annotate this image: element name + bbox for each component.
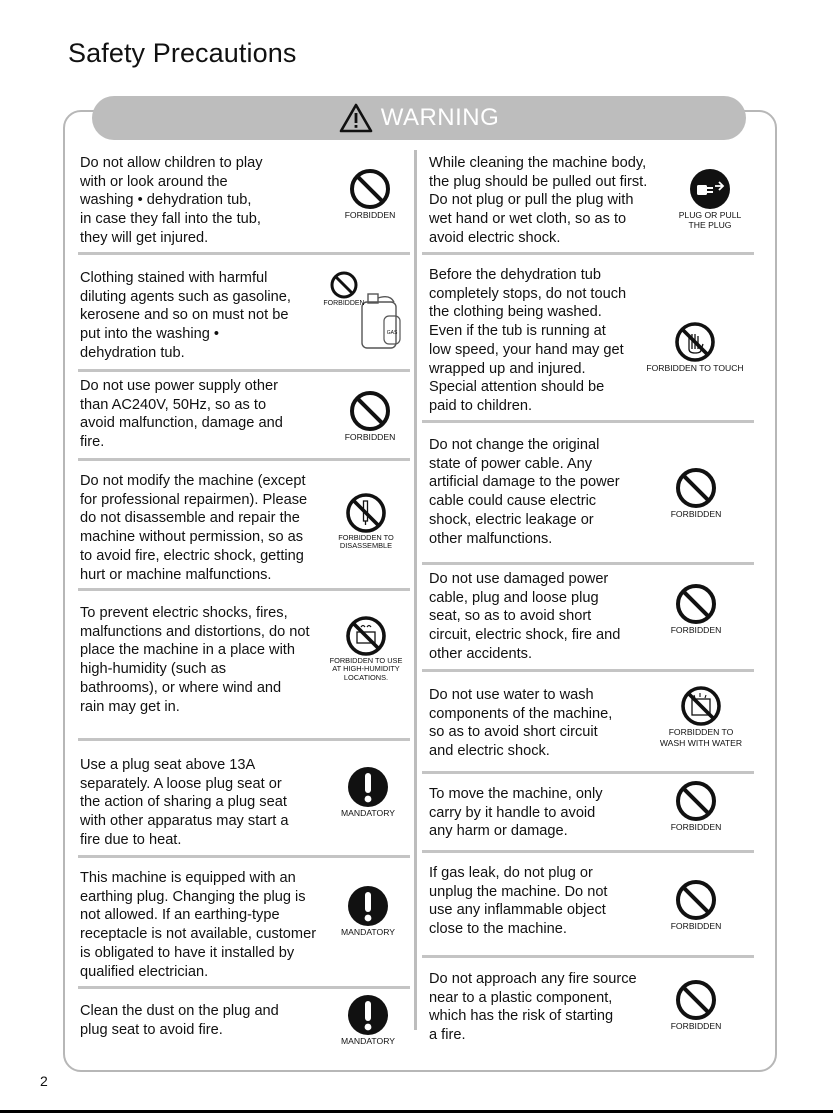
forbidden-touch-symbol <box>638 321 752 373</box>
forbidden-touch-icon <box>674 321 716 363</box>
bottom-rule <box>0 1110 833 1113</box>
page-number: 2 <box>40 1073 48 1089</box>
right-separator <box>422 252 754 255</box>
warning-item-text: Do not modify the machine (except for professional repairmen). Please do not disassemble and repair the machine without permission, so as to avoid fire, electric shock, getting hurt or machine malfunctions. <box>80 473 308 583</box>
forbidden-disassemble-symbol <box>326 492 406 551</box>
warning-item-text: Use a plug seat above 13A separately. A loose plug seat or the action of sharing a plug seat with other apparatus may start a fire due to heat. <box>80 757 289 848</box>
forbidden-symbol <box>656 780 736 832</box>
right-separator <box>422 420 754 423</box>
forbidden-symbol <box>656 979 736 1031</box>
forbidden-icon <box>675 879 717 921</box>
forbidden-icon <box>675 467 717 509</box>
forbidden-humidity-icon <box>345 615 387 657</box>
symbol-label: MANDATORY <box>341 927 395 937</box>
warning-item <box>80 377 330 452</box>
warning-item-text: To move the machine, only carry by it handle to avoid any harm or damage. <box>429 786 603 840</box>
symbol-label: FORBIDDEN TO WASH WITH WATER <box>659 727 743 748</box>
symbol-label: FORBIDDEN <box>323 300 365 307</box>
warning-item <box>429 864 679 939</box>
right-separator <box>422 562 754 565</box>
forbidden-icon <box>675 583 717 625</box>
warning-item <box>429 686 679 761</box>
right-separator <box>422 850 754 853</box>
warning-item <box>429 970 679 1045</box>
gas-can-label: GAS <box>386 330 398 336</box>
warning-item-text: Do not change the original state of power cable. Any artificial damage to the power cable could cause electric shock, electric leakage or other malfunctions. <box>429 437 620 547</box>
warning-item-text: Clean the dust on the plug and plug seat to avoid fire. <box>80 1003 279 1038</box>
warning-banner <box>92 96 746 140</box>
symbol-label: PLUG OR PULL THE PLUG <box>678 210 742 230</box>
mandatory-icon <box>347 885 389 927</box>
symbol-label: MANDATORY <box>341 1036 395 1046</box>
warning-item-text: Do not allow children to play with or look around the washing • dehydration tub, in case they fall into the tub, they will get injured. <box>80 155 263 246</box>
mandatory-icon <box>347 994 389 1036</box>
warning-banner-label: WARNING <box>380 104 500 131</box>
warning-item-text: This machine is equipped with an earthing plug. Changing the plug is not allowed. If an earthing-type receptacle is not available, customer is obligated to have it installed by qualified electrician. <box>80 870 317 980</box>
forbidden-symbol <box>330 390 410 442</box>
left-separator <box>78 252 410 255</box>
right-separator <box>422 771 754 774</box>
symbol-label: FORBIDDEN TO USE AT HIGH-HUMIDITY LOCATIONS. <box>329 656 403 682</box>
mandatory-icon <box>347 766 389 808</box>
left-separator <box>78 738 410 741</box>
left-separator <box>78 369 410 372</box>
forbidden-icon <box>675 780 717 822</box>
warning-item <box>429 570 679 664</box>
column-divider <box>414 150 417 1030</box>
forbidden-gasoline-icon <box>318 268 410 358</box>
mandatory-symbol <box>328 766 408 818</box>
forbidden-symbol <box>656 879 736 931</box>
page-title: Safety Precautions <box>68 38 297 68</box>
left-separator <box>78 588 410 591</box>
warning-item <box>429 154 679 248</box>
forbidden-disassemble-icon <box>345 492 387 534</box>
forbidden-water-symbol <box>650 685 752 749</box>
warning-item <box>80 472 340 584</box>
forbidden-symbol <box>656 467 736 519</box>
pull-plug-icon <box>689 168 731 210</box>
pull-plug-symbol <box>668 168 752 230</box>
symbol-label: FORBIDDEN <box>670 625 722 635</box>
warning-item-text: Do not use power supply other than AC240V, 50Hz, so as to avoid malfunction, damage and fire. <box>80 378 283 451</box>
symbol-label: FORBIDDEN <box>670 822 722 832</box>
left-separator <box>78 855 410 858</box>
symbol-label: FORBIDDEN TO TOUCH <box>646 363 744 373</box>
warning-item-text: Do not use damaged power cable, plug and loose plug seat, so as to avoid short circuit, electric shock, fire and other accidents. <box>429 571 621 662</box>
symbol-label: FORBIDDEN <box>670 509 722 519</box>
warning-item <box>80 756 330 850</box>
right-separator <box>422 669 754 672</box>
forbidden-icon <box>349 168 391 210</box>
forbidden-gasoline-symbol <box>318 268 410 358</box>
left-separator <box>78 986 410 989</box>
warning-item-text: To prevent electric shocks, fires, malfunctions and distortions, do not place the machine in a place with high-humidity (such as bathrooms), or where wind and rain may get in. <box>80 605 310 715</box>
warning-item <box>429 436 679 548</box>
forbidden-water-icon <box>680 685 722 727</box>
symbol-label: FORBIDDEN <box>670 1021 722 1031</box>
warning-item-text: Before the dehydration tub completely stops, do not touch the clothing being washed. Even if the tub is running at low speed, your hand may get wrapped up and injured. Special attention should be paid to children. <box>429 267 627 414</box>
symbol-label: FORBIDDEN <box>670 921 722 931</box>
right-separator <box>422 955 754 958</box>
warning-item-text: Clothing stained with harmful diluting agents such as gasoline, kerosene and so on must not be put into the washing • dehydration tub. <box>80 270 291 361</box>
warning-item-text: Do not approach any fire source near to a plastic component, which has the risk of starting a fire. <box>429 971 637 1044</box>
symbol-label: FORBIDDEN <box>344 432 396 442</box>
warning-item-text: If gas leak, do not plug or unplug the machine. Do not use any inflammable object close to the machine. <box>429 865 608 938</box>
mandatory-symbol <box>328 885 408 937</box>
warning-item <box>80 1002 330 1039</box>
forbidden-icon <box>675 979 717 1021</box>
warning-item <box>80 154 330 248</box>
mandatory-symbol <box>328 994 408 1046</box>
warning-item-text: While cleaning the machine body, the plug should be pulled out first. Do not plug or pull the plug with wet hand or wet cloth, so as to avoid electric shock. <box>429 155 648 246</box>
forbidden-icon <box>349 390 391 432</box>
warning-triangle-icon <box>339 103 373 133</box>
forbidden-humidity-symbol <box>322 615 410 682</box>
symbol-label: FORBIDDEN TO DISASSEMBLE <box>338 533 394 551</box>
symbol-label: MANDATORY <box>341 808 395 818</box>
warning-item <box>80 869 340 981</box>
warning-item <box>429 785 679 841</box>
warning-item-text: Do not use water to wash components of the machine, so as to avoid short circuit and electric shock. <box>429 687 613 760</box>
forbidden-symbol <box>656 583 736 635</box>
warning-item <box>80 604 340 716</box>
warning-item <box>80 269 330 363</box>
forbidden-symbol <box>330 168 410 220</box>
symbol-label: FORBIDDEN <box>344 210 396 220</box>
left-separator <box>78 458 410 461</box>
